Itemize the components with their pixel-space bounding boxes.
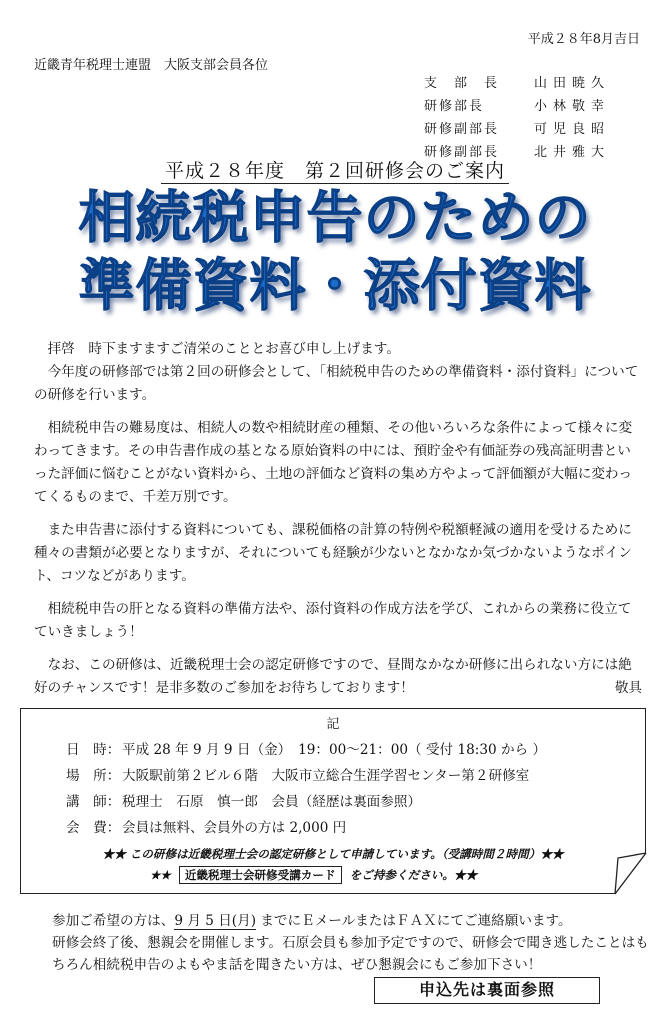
apply-note: 申込先は裏面参照: [374, 977, 600, 1004]
signer-name: 北井雅大: [534, 145, 611, 160]
signer-row: [424, 118, 610, 141]
detail-fee-value: 会員は無料、会員外の方は 2,000 円: [122, 820, 347, 836]
detail-place-value: 大阪駅前第２ビル６階 大阪市立総合生涯学習センター第２研修室: [122, 768, 530, 784]
invitation-paragraph: [34, 654, 642, 700]
attendance-card-label: 近畿税理士会研修受講カード: [179, 866, 342, 884]
intro-paragraph: 今年度の研修部では第２回の研修会として、「相続税申告のための準備資料・添付資料」についての研修を行います。: [34, 364, 639, 403]
goal-paragraph: 相続税申告の肝となる資料の準備方法や、添付資料の作成方法を学び、これからの業務に役立てていきましょう！: [34, 601, 632, 640]
main-title-line-2: 準備資料・添付資料: [78, 254, 592, 319]
signer-role: 研修副部長: [424, 145, 500, 160]
main-title-line-1: 相続税申告のための: [78, 186, 592, 251]
signer-role: 支 部 長: [424, 76, 500, 91]
signer-name: 小林敬幸: [534, 99, 611, 114]
detail-date-value: 平成 28 年 9 月 9 日（金） 19：00～21：00（ 受付 18:30 から ）: [122, 742, 547, 758]
issue-date: 平成２８年8月吉日: [527, 32, 640, 47]
signer-name: 可児良昭: [534, 122, 611, 137]
footer-line-1-end: までにＥメールまたはＦＡＸにてご連絡願います。: [256, 913, 572, 929]
signer-row: [424, 72, 610, 95]
closing-word: 敬具: [614, 680, 642, 696]
letter-body: [34, 338, 642, 710]
card-note: [150, 867, 477, 883]
footer-line-2: 研修会終了後、懇親会を開催します。石原会員も参加予定ですので、研修会で聞き逃したことはもちろん相続税申告のよもやま話を聞きたい方は、ぜひ懇親会にもご参加下さい！: [52, 935, 649, 973]
detail-fee-row: [66, 816, 346, 836]
signer-row: [424, 95, 610, 118]
invitation-text: なお、この研修は、近畿税理士会の認定研修ですので、昼間なかなか研修に出られない方には絶好のチャンスです！是非多数のご参加をお待ちしております！: [34, 657, 632, 696]
difficulty-paragraph: 相続税申告の難易度は、相続人の数や相続財産の種類、その他いろいろな条件によって様々に変わってきます。その申告書作成の基となる原始資料の中には、預貯金や有価証券の残高証明書といった評価に悩むことがない資料から、土地の評価など資料の集め方やよって評価額が大幅に変わってくるものまで、千差万別です。: [34, 420, 633, 505]
detail-lecturer-value: 税理士 石原 慎一郎 会員（経歴は裏面参照）: [122, 794, 422, 810]
detail-date-label: 日 時：: [66, 742, 121, 758]
detail-lecturer-row: [66, 790, 421, 810]
signer-name: 山田暁久: [534, 76, 611, 91]
certification-note: ★★ この研修は近畿税理士会の認定研修として申請しています。（受講時間２時間）★★: [102, 847, 564, 861]
subtitle: [0, 156, 670, 183]
signer-list: [424, 72, 610, 164]
details-heading: 記: [326, 717, 340, 732]
footer-line-1: [52, 910, 652, 932]
detail-place-row: [66, 764, 529, 784]
signer-role: 研修部長: [424, 99, 485, 114]
detail-date-row: [66, 738, 546, 758]
detail-place-label: 場 所：: [66, 768, 121, 784]
footer-text: [52, 910, 652, 976]
signer-role: 研修副部長: [424, 122, 500, 137]
footer-line-1-start: 参加ご希望の方は、: [52, 913, 175, 929]
attachments-paragraph: また申告書に添付する資料についても、課税価格の計算の特例や税額軽減の適用を受けるために種々の書類が必要となりますが、それについても経験が少ないとなかなか気づかないようなポイント、コツなどがあります。: [34, 522, 632, 584]
deadline-date: 9 月 5 日(月): [174, 913, 256, 929]
detail-lecturer-label: 講 師：: [66, 794, 121, 810]
card-note-suffix: をご持参ください。★★: [349, 868, 478, 882]
subtitle-text: 平成２８年度 第２回研修会のご案内: [161, 160, 509, 184]
detail-fee-label: 会 費：: [66, 820, 121, 836]
addressee: 近畿青年税理士連盟 大阪支部会員各位: [34, 58, 269, 73]
card-note-prefix: ★★: [150, 868, 171, 882]
greeting-paragraph: 拝啓 時下ますますご清栄のこととお喜び申し上げます。: [47, 341, 400, 357]
